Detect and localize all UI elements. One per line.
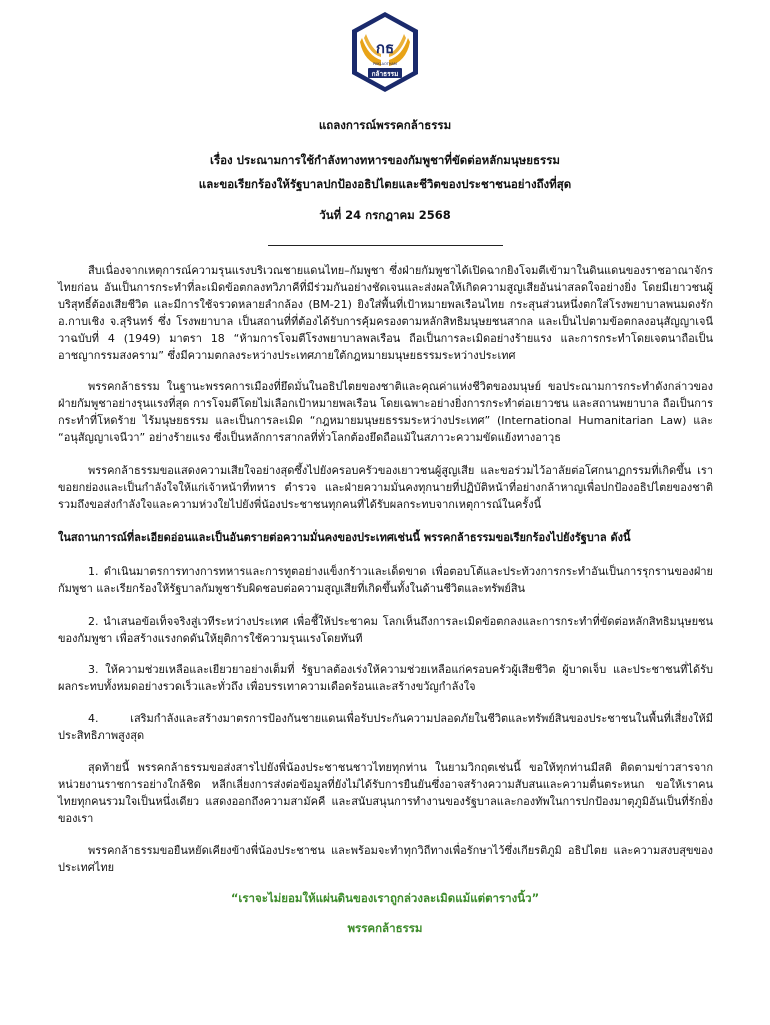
subject-line-2: และขอเรียกร้องให้รัฐบาลปกป้องอธิปไตยและชีวิตของประชาชนอย่างถึงที่สุด [198, 177, 572, 191]
paragraph-message-to-people: สุดท้ายนี้ พรรคกล้าธรรมขอส่งสารไปยังพี่น้องประชาชนชาวไทยทุกท่าน ในยามวิกฤตเช่นนี้ ขอให้ทุกท่านมีสติ ติดตามข่าวสารจากหน่วยงานราชการอย่างใกล้ชิด หลีกเลี่ยงการส่งต่อข้อมูลที่ยังไม่ได้รับการยืนยันซึ่งอาจสร้างความสับสนและความตื่นตระหนก ขอให้เราคนไทยทุกคนรวมใจเป็นหนึ่งเดียว แสดงออกถึงความสามัคคี และสนับสนุนการทำงานของรัฐบาลและกองทัพในการปกป้องมาตุภูมิอันเป็นที่รักยิ่งของเรา [58, 761, 713, 825]
statement-date: วันที่ 24 กรกฎาคม 2568 [319, 208, 451, 222]
paragraph-condolence: พรรคกล้าธรรมขอแสดงความเสียใจอย่างสุดซึ้งไปยังครอบครัวของเยาวชนผู้สูญเสีย และขอร่วมไว้อาลัยต่อโศกนาฏกรรมที่เกิดขึ้น เราขอยกย่องและเป็นกำลังใจให้แก่เจ้าหน้าที่ทหาร ตำรวจ และฝ่ายความมั่นคงทุกนายที่ปฏิบัติหน้าที่อย่างกล้าหาญเพื่อปกป้องอธิปไตยของชาติ รวมถึงขอส่งกำลังใจและความห่วงใยไปยังพี่น้องประชาชนทุกคนที่ได้รับผลกระทบจากเหตุการณ์ในครั้งนี้ [58, 464, 713, 511]
statement-type: แถลงการณ์พรรคกล้าธรรม [318, 118, 452, 132]
demands-intro: ในสถานการณ์ที่ละเอียดอ่อนและเป็นอันตรายต่อความมั่นคงของประเทศเช่นนี้ พรรคกล้าธรรมขอเรียกร้องไปยังรัฐบาล ดังนี้ [58, 531, 631, 544]
logo-initials: กธ [375, 39, 395, 57]
demand-item-4: 4. เสริมกำลังและสร้างมาตรการป้องกันชายแดนเพื่อรับประกันความปลอดภัยในชีวิตและทรัพย์สินของประชาชนในพื้นที่เสี่ยงให้มีประสิทธิภาพสูงสุด [58, 712, 713, 742]
logo-party-name: กล้าธรรม [371, 70, 399, 78]
demand-item-2: 2. นำเสนอข้อเท็จจริงสู่เวทีระหว่างประเทศ เพื่อชี้ให้ประชาคม โลกเห็นถึงการละเมิดข้อตกลงและการกระทำที่ขัดต่อหลักสิทธิมนุษยชนของกัมพูชา เพื่อสร้างแรงกดดันให้ยุติการใช้ความรุนแรงโดยทันที [58, 615, 713, 645]
signature: พรรคกล้าธรรม [347, 921, 423, 935]
closing-quote: “เราจะไม่ยอมให้แผ่นดินของเราถูกล่วงละเมิดแม้แต่ตารางนิ้ว” [230, 891, 540, 905]
party-logo [348, 10, 422, 94]
header-divider [268, 245, 503, 246]
paragraph-incident: สืบเนื่องจากเหตุการณ์ความรุนแรงบริเวณชายแดนไทย–กัมพูชา ซึ่งฝ่ายกัมพูชาได้เปิดฉากยิงโจมตีเข้ามาในดินแดนของราชอาณาจักรไทยก่อน อันเป็นการกระทำที่ละเมิดข้อตกลงทวิภาคีที่มีร่วมกันอย่างชัดเจนและส่งผลให้เกิดความสูญเสียอันน่าสลดใจอย่างยิ่ง โดยมีเยาวชนผู้บริสุทธิ์ต้องเสียชีวิต และมีการใช้จรวดหลายลำกล้อง (BM-21) ยิงใส่พื้นที่เป้าหมายพลเรือนไทย กระสุนส่วนหนึ่งตกใส่โรงพยาบาลพนมดงรัก อ.กาบเชิง จ.สุรินทร์ ซึ่ง โรงพยาบาล เป็นสถานที่ที่ต้องได้รับการคุ้มครองตามหลักสิทธิมนุษยชนสากล และเป็นไปตามข้อตกลงอนุสัญญาเจนีวาฉบับที่ 4 (1949) มาตรา 18 “ห้ามการโจมตีโรงพยาบาลพลเรือน ถือเป็นการละเมิดอย่างร้ายแรง และการกระทำโดยเจตนาถือเป็นอาชญากรรมสงคราม” ซึ่งมีความตกลงระหว่างประเทศภายใต้กฎหมายมนุษยธรรมระหว่างประเทศ [58, 264, 713, 362]
paragraph-condemnation: พรรคกล้าธรรม ในฐานะพรรคการเมืองที่ยึดมั่นในอธิปไตยของชาติและคุณค่าแห่งชีวิตของมนุษย์ ขอประณามการกระทำดังกล่าวของฝ่ายกัมพูชาอย่างรุนแรงที่สุด การโจมตีโดยไม่เลือกเป้าหมายพลเรือน โดยเฉพาะอย่างยิ่งการกระทำต่อเยาวชน และสถานพยาบาล ถือเป็นการกระทำที่โหดร้าย ไร้มนุษยธรรม และเป็นการละเมิด “กฎหมายมนุษยธรรมระหว่างประเทศ” (International Humanitarian Law) และ “อนุสัญญาเจนีวา” อย่างร้ายแรง ซึ่งเป็นหลักการสากลที่ทั่วโลกต้องยึดถือแม้ในสภาวะความขัดแย้งทางอาวุธ [58, 380, 713, 444]
logo-small-text: PAKLAOTHAM [373, 62, 397, 66]
subject-line-1: เรื่อง ประณามการใช้กำลังทางทหารของกัมพูชาที่ขัดต่อหลักมนุษยธรรม [210, 153, 560, 167]
party-logo-emblem [348, 10, 422, 94]
demand-item-3: 3. ให้ความช่วยเหลือและเยียวยาอย่างเต็มที่ รัฐบาลต้องเร่งให้ความช่วยเหลือแก่ครอบครัวผู้เสียชีวิต ผู้บาดเจ็บ และประชาชนที่ได้รับผลกระทบทั้งหมดอย่างรวดเร็วและทั่วถึง เพื่อบรรเทาความเดือดร้อนและสร้างขวัญกำลังใจ [58, 663, 713, 693]
demand-item-1: 1. ดำเนินมาตรการทางการทหารและการทูตอย่างแข็งกร้าวและเด็ดขาด เพื่อตอบโต้และประท้วงการกระทำอันเป็นการรุกรานของฝ่ายกัมพูชา และเรียกร้องให้รัฐบาลกัมพูชารับผิดชอบต่อความสูญเสียที่เกิดขึ้นทั้งในด้านชีวิตและทรัพย์สิน [58, 565, 713, 595]
paragraph-commitment: พรรคกล้าธรรมขอยืนหยัดเคียงข้างพี่น้องประชาชน และพร้อมจะทำทุกวิถีทางเพื่อรักษาไว้ซึ่งเกียรติภูมิ อธิปไตย และความสงบสุขของประเทศไทย [58, 844, 713, 874]
